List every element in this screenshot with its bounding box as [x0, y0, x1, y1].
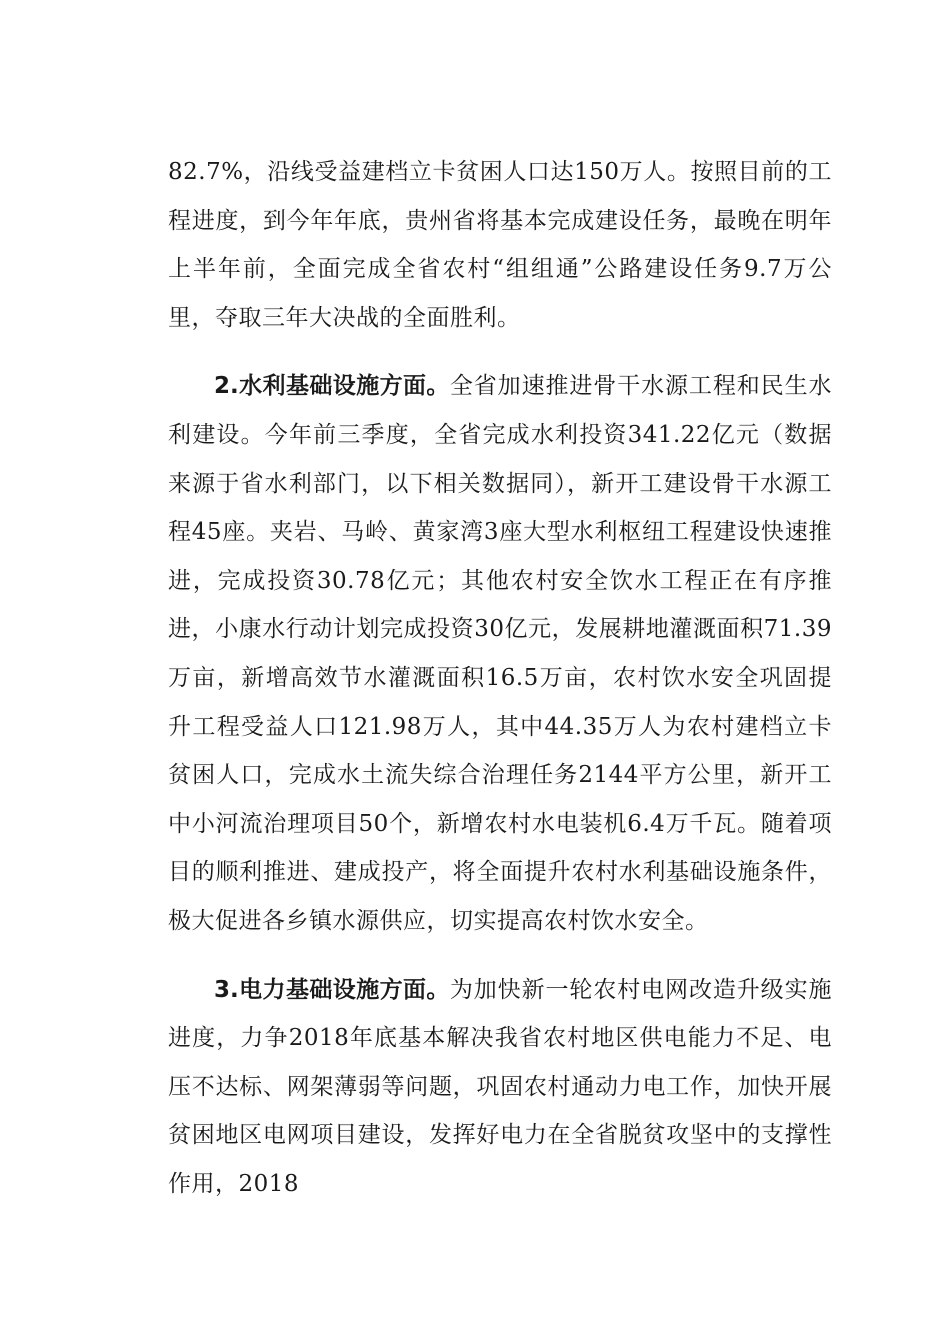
paragraph-power-infrastructure	[168, 966, 832, 1209]
paragraph-text: 全省加速推进骨干水源工程和民生水利建设。今年前三季度，全省完成水利投资341.22亿元（数据来源于省水利部门，以下相关数据同），新开工建设骨干水源工程45座。夹岩、马岭、黄家湾3座大型水利枢纽工程建设快速推进，完成投资30.78亿元；其他农村安全饮水工程正在有序推进，小康水行动计划完成投资30亿元，发展耕地灌溉面积71.39万亩，新增高效节水灌溉面积16.5万亩，农村饮水安全巩固提升工程受益人口121.98万人，其中44.35万人为农村建档立卡贫困人口，完成水土流失综合治理任务2144平方公里，新开工中小河流治理项目50个，新增农村水电装机6.4万千瓦。随着项目的顺利推进、建成投产，将全面提升农村水利基础设施条件，极大促进各乡镇水源供应，切实提高农村饮水安全。	[168, 373, 832, 934]
paragraph-text: 82.7%，沿线受益建档立卡贫困人口达150万人。按照目前的工程进度，到今年年底，贵州省将基本完成建设任务，最晚在明年上半年前，全面完成全省农村“组组通”公路建设任务9.7万公里，夺取三年大决战的全面胜利。	[168, 159, 832, 331]
paragraph-text: 为加快新一轮农村电网改造升级实施进度，力争2018年底基本解决我省农村地区供电能力不足、电压不达标、网架薄弱等问题，巩固农村通动力电工作，加快开展贫困地区电网项目建设，发挥好电力在全省脱贫攻坚中的支撑性作用，2018	[168, 976, 832, 1197]
paragraph-road-construction	[168, 148, 832, 342]
paragraph-water-infrastructure	[168, 362, 832, 945]
section-heading-power: 3.电力基础设施方面。	[214, 976, 450, 1003]
section-heading-water: 2.水利基础设施方面。	[214, 373, 450, 400]
document-body	[168, 148, 832, 1228]
